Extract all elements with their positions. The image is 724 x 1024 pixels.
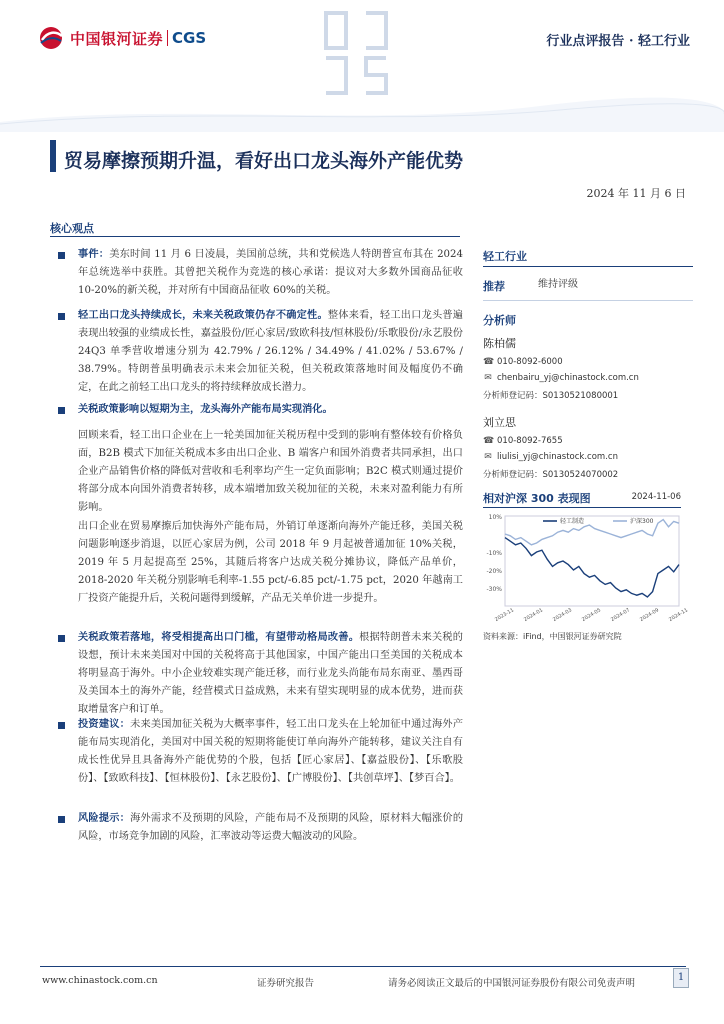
- email-link[interactable]: chenbairu_yj@chinastock.com.cn: [497, 373, 639, 383]
- x-tick-label: 2024-05: [580, 607, 603, 623]
- title-accent-bar: [50, 140, 56, 172]
- x-tick-label: 2024-03: [551, 607, 574, 623]
- paragraph-investment: [78, 715, 463, 788]
- paragraph-heading: 关税政策若落地，将受相提高出口门槛，有望带动格局改善。: [78, 631, 360, 643]
- footer-disclaimer: 请务必阅读正文最后的中国银河证券股份有限公司免责声明: [388, 978, 636, 989]
- x-tick-label: 2024-01: [522, 607, 545, 623]
- bullet-icon: [58, 313, 65, 320]
- logo-text-en: CGS: [172, 29, 207, 47]
- paragraph-body: 海外需求不及预期的风险，产能布局不及预期的风险，原材料大幅涨价的风险，市场竞争加剧的风险，汇率波动等运费大幅波动的风险。: [78, 813, 464, 842]
- bullet-icon: [58, 407, 65, 414]
- paragraph-review: 回顾来看，轻工出口企业在上一轮美国加征关税历程中受到的影响有整体较有价格负面，B2B 模式下加征关税成本多由出口企业、B 端客户和国外消费者共同承担，出口企业产品销售价格的降低对营收和毛利率均产生一定负面影响；B2C 模式则通过提价将部分成本向国外消费者转移，成本端增加致关税加征的关税，未来对盈利能力有所影响。: [78, 430, 463, 513]
- paragraph-body: 未来美国加征关税为大概率事件，轻工出口龙头在上轮加征中通过海外产能布局实现消化，美国对中国关税的短期将能使订单向海外产能转移，建议关注自有成长性优异且具备海外产能优势的个股，包括【匠心家居】、【嘉益股份】、【乐歌股份】、【致欧科技】、【恒林股份】、【永艺股份】、【广博股份】、【共创草坪】、【梦百合】。: [78, 719, 464, 784]
- analyst-phone: [483, 357, 693, 367]
- report-title: 贸易摩擦预期升温，看好出口龙头海外产能优势: [64, 150, 464, 172]
- paragraph-tariff-impact: [78, 400, 463, 419]
- analyst-email[interactable]: [483, 452, 693, 462]
- section-rule: [50, 236, 460, 237]
- chart-frame: [505, 516, 679, 606]
- email-icon: ✉: [484, 452, 492, 462]
- analyst-name: 刘立思: [483, 416, 516, 429]
- paragraph-case: 出口企业在贸易摩擦后加快海外产能布局，外销订单逐渐向海外产能迁移，美国关税问题影响逐步消退，以匠心家居为例，公司 2018 年 9 月起被普通加征 10%关税，2019 年 5 月起提高至 25%，其随后将客户达成关税分摊协议，降低产品单价，2018-2020 年关税分别影响毛利率-1.55 pct/-6.85 pct/-1.75 pct，2020 年越南工厂投资产能提升后，关税问题得到缓解，产品无关单价进一步提升。: [78, 521, 463, 604]
- phone-text: 010-8092-6000: [497, 357, 563, 367]
- paragraph-heading: 风险提示：: [78, 812, 131, 824]
- sidebar-rule: [483, 300, 693, 301]
- phone-icon: ☎: [483, 357, 495, 367]
- chart-rule: [483, 507, 681, 508]
- header-wave-band: [0, 92, 724, 132]
- brand-logo: [38, 24, 206, 52]
- paragraph-heading: 关税政策影响以短期为主，龙头海外产能布局实现消化。: [78, 403, 333, 415]
- paragraph-event: [78, 245, 463, 300]
- rating-label: 推荐: [483, 280, 505, 293]
- x-tick-label: 2024-07: [609, 607, 632, 623]
- series-line-轻工制造: [505, 538, 679, 597]
- paragraph-heading: 轻工出口龙头持续成长，未来关税政策仍存不确定性。: [78, 309, 328, 321]
- page-number: 1: [673, 968, 689, 988]
- performance-chart: [483, 510, 690, 630]
- email-icon: ✉: [484, 373, 492, 383]
- paragraph-heading: 事件：: [78, 248, 110, 260]
- bullet-icon: [58, 722, 65, 729]
- phone-icon: ☎: [483, 436, 495, 446]
- chart-title: 相对沪深 300 表现图: [483, 492, 591, 505]
- rating-value: 维持评级: [538, 279, 578, 290]
- industry-label: 轻工行业: [483, 250, 527, 263]
- legend-label: 轻工制造: [560, 518, 585, 525]
- bullet-icon: [58, 635, 65, 642]
- legend-label: 沪深300: [630, 518, 654, 525]
- analyst-label: 分析师: [483, 314, 516, 327]
- analyst-email[interactable]: [483, 373, 693, 383]
- cgs-watermark-icon: [316, 8, 396, 98]
- paragraph-body: 整体来看，轻工出口龙头普遍表现出较强的业绩成长性，嘉益股份/匠心家居/致欧科技/恒林股份/乐歌股份/永艺股份 24Q3 单季营收增速分别为 42.79% / 26.12% / 34.49% / 41.02% / 53.67% / 38.79%。特朗普虽明确表示未来会加征关税，但关税政策落地时间及幅度仍不确定，在此之前轻工出口龙头的将持续释放成长潜力。: [78, 310, 463, 393]
- analyst-phone: [483, 436, 693, 446]
- paragraph-heading: 投资建议：: [78, 718, 131, 730]
- sidebar-rule: [483, 266, 693, 267]
- report-type: 行业点评报告 · 轻工行业: [546, 34, 690, 49]
- footer-url[interactable]: www.chinastock.com.cn: [42, 975, 158, 986]
- bullet-icon: [58, 816, 65, 823]
- email-link[interactable]: liulisi_yj@chinastock.com.cn: [497, 452, 618, 462]
- x-tick-label: 2024-09: [638, 607, 661, 623]
- footer-rule: [40, 966, 686, 967]
- paragraph-risk: [78, 809, 463, 846]
- paragraph-growth: [78, 306, 463, 397]
- rating-row: [483, 278, 693, 294]
- x-tick-label: 2024-11: [667, 607, 690, 623]
- bullet-icon: [58, 252, 65, 259]
- chart-date: 2024-11-06: [631, 492, 681, 502]
- paragraph-body: 根据特朗普未来关税的设想，预计未来美国对中国的关税将高于其他国家，中国产能出口至美国的关税成本将明显高于海外。中小企业较难实现产能迁移，而行业龙头尚能布局东南亚、墨西哥及美国本土的海外产能，经营模式日益成熟，未来有望实现明显的成本优势，进而获取增量客户和订单。: [78, 632, 463, 715]
- x-tick-label: 2023-11: [493, 607, 516, 623]
- analyst-name: 陈柏儒: [483, 337, 516, 350]
- galaxy-logo-icon: [38, 25, 64, 51]
- logo-text-cn: 中国银河证券: [70, 29, 164, 48]
- analyst-card: [483, 335, 693, 401]
- analyst-cert: 分析师登记码：S0130524070002: [483, 470, 619, 480]
- phone-text: 010-8092-7655: [497, 436, 563, 446]
- y-tick-label: -10%: [486, 550, 502, 557]
- chart-header: [483, 490, 681, 506]
- analyst-card: [483, 414, 693, 480]
- chart-source: 资料来源：iFind，中国银河证券研究院: [483, 632, 622, 641]
- report-date: 2024 年 11 月 6 日: [586, 187, 686, 200]
- paragraph-body: 美东时间 11 月 6 日凌晨，美国前总统，共和党候选人特朗普宣布其在 2024 年总统选举中获胜。其曾把关税作为竞选的核心承诺：提议对大多数外国商品征收 10-20%的新关税，并对所有中国商品征收 60%的关税。: [78, 249, 464, 296]
- logo-divider: [167, 30, 168, 46]
- y-tick-label: -20%: [486, 568, 502, 575]
- section-label: 核心观点: [50, 222, 94, 235]
- footer-center: 证券研究报告: [257, 978, 315, 989]
- paragraph-threshold: [78, 628, 463, 719]
- analyst-cert: 分析师登记码：S0130521080001: [483, 391, 619, 401]
- y-tick-label: 10%: [488, 514, 502, 521]
- y-tick-label: -30%: [486, 586, 502, 593]
